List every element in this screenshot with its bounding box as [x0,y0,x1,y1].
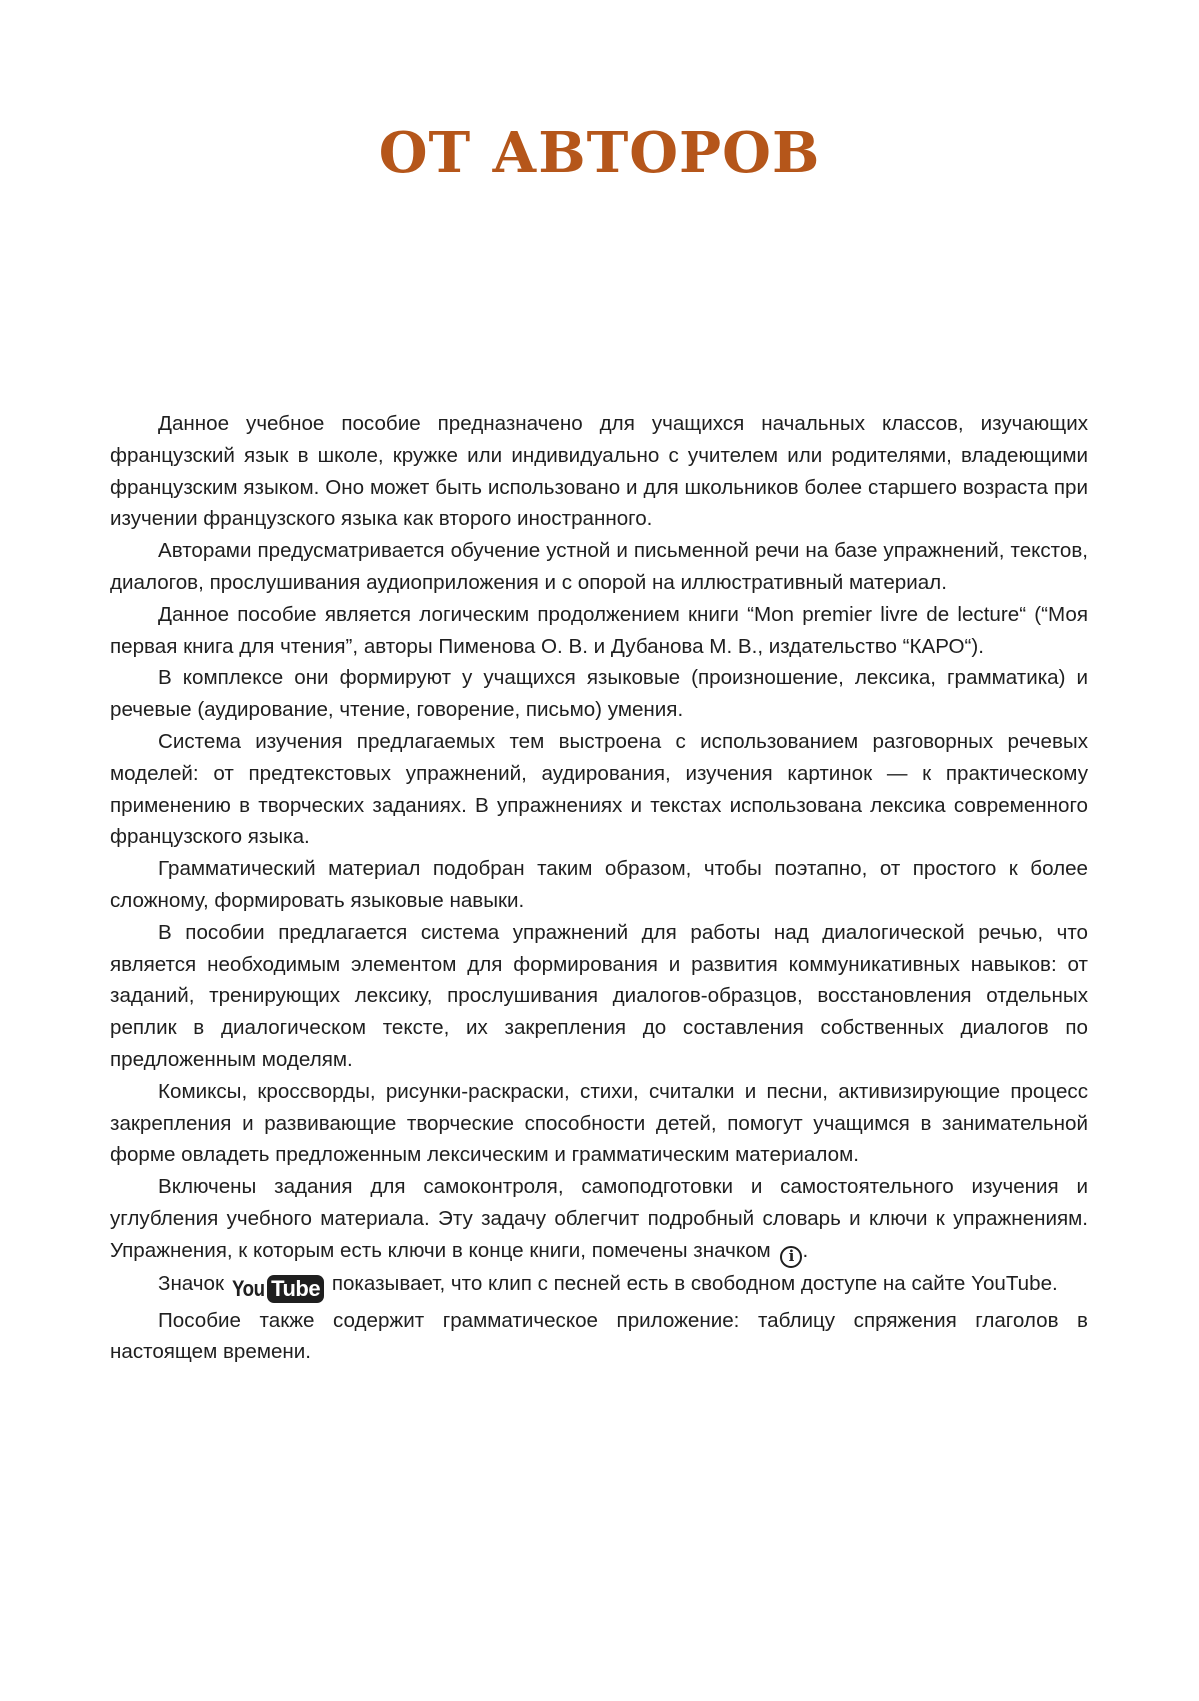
youtube-after-text: показывает, что клип с песней есть в свободном доступе на сайте YouTube. [331,1271,1058,1295]
youtube-before-text: Значок [158,1271,225,1295]
page-title: ОТ АВТОРОВ [378,120,821,186]
youtube-logo-you: You [231,1275,265,1301]
paragraph-appendix: Пособие также содержит грамматическое приложение: таблицу спряжения глаголов в настоящем времени. [110,1308,1088,1364]
info-circle-icon: i [780,1246,802,1268]
paragraph-keys-text: Включены задания для самоконтроля, самоподготовки и самостоятельного изучения и углубления учебного материала. Эту задачу облегчит подробный словарь и ключи к упражнениям. Упражнения, к которым есть ключи в конце книги, помечены значком [110,1175,1088,1262]
body-text [110,408,1088,1368]
paragraph-youtube [110,1268,1088,1305]
youtube-logo-icon [232,1273,324,1305]
paragraph-keys [110,1171,1088,1268]
paragraph-continuation: Данное пособие является логическим продолжением книги “Mon premier livre de lecture“ (“Моя первая книга для чтения”, авторы Пименова О. В. и Дубанова М. В., издательство “КАРО“). [110,602,1088,658]
paragraph-activities: Комиксы, кроссворды, рисунки-раскраски, стихи, считалки и песни, активизирующие процесс закрепления и развивающие творческие способности детей, помогут учащимся в занимательной форме овладеть предложенным лексическим и грамматическим материалом. [110,1079,1088,1167]
paragraph-intro: Данное учебное пособие предназначено для учащихся начальных классов, изучающих французский язык в школе, кружке или индивидуально с учителем или родителями, владеющими французским языком. Оно может быть использовано и для школьников более старшего возраста при изучении французского языка как второго иностранного. [110,412,1088,531]
paragraph-system: Система изучения предлагаемых тем выстроена с использованием разговорных речевых моделей: от предтекстовых упражнений, аудирования, изучения картинок — к практическому применению в творческих заданиях. В упражнениях и текстах использована лексика современного французского языка. [110,729,1088,849]
paragraph-grammar: Грамматический материал подобран таким образом, чтобы поэтапно, от простого к более сложному, формировать языковые навыки. [110,857,1088,912]
paragraph-dialogues: В пособии предлагается система упражнений для работы над диалогической речью, что является необходимым элементом для формирования и развития коммуникативных навыков: от заданий, тренирующих лексику, прослушивания диалогов-образцов, восстановления отдельных реплик в диалогическом тексте, их закрепления до составления собственных диалогов по предложенным моделям. [110,920,1088,1071]
paragraph-methods: Авторами предусматривается обучение устной и письменной речи на базе упражнений, текстов, диалогов, прослушивания аудиоприложения и с опорой на иллюстративный материал. [110,539,1088,594]
paragraph-keys-end: . [802,1238,809,1262]
paragraph-skills: В комплексе они формируют у учащихся языковые (произношение, лексика, грамматика) и речевые (аудирование, чтение, говорение, письмо) умения. [110,666,1088,722]
youtube-logo-tube: Tube [267,1275,324,1303]
